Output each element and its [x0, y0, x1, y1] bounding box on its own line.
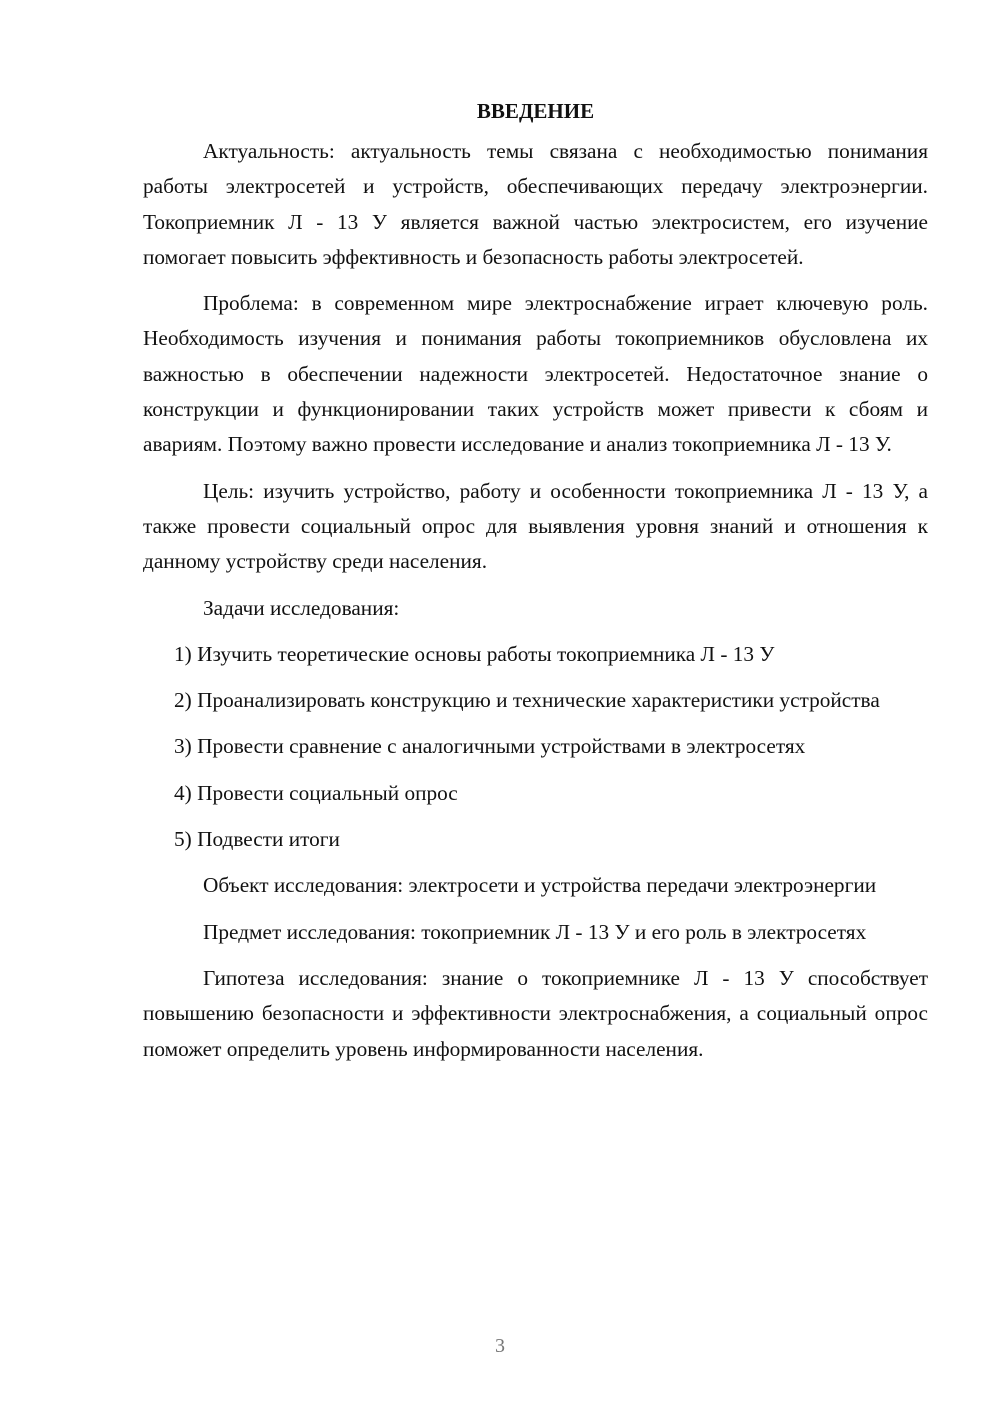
page-number: 3	[495, 1335, 505, 1357]
task-item-1: 1) Изучить теоретические основы работы токоприемника Л - 13 У	[174, 641, 775, 666]
paragraph-relevance: Актуальность: актуальность темы связана с необходимостью понимания работы электросетей и устройств, обеспечивающих передачу электроэнергии. Токоприемник Л - 13 У является важной частью электросистем, его изучение помогает повысить эффективность и безопасность работы электросетей.	[143, 139, 928, 269]
paragraph-hypothesis: Гипотеза исследования: знание о токоприемнике Л - 13 У способствует повышению безопасности и эффективности электроснабжения, а социальный опрос поможет определить уровень информированности населения.	[143, 965, 928, 1061]
page-content	[143, 96, 928, 1078]
paragraph-object: Объект исследования: электросети и устройства передачи электроэнергии	[203, 873, 877, 898]
paragraph-subject: Предмет исследования: токоприемник Л - 13 У и его роль в электросетях	[203, 919, 867, 944]
paragraph-goal: Цель: изучить устройство, работу и особенности токоприемника Л - 13 У, а также провести социальный опрос для выявления уровня знаний и отношения к данному устройству среди населения.	[143, 478, 928, 574]
paragraph-tasks-heading: Задачи исследования:	[203, 595, 400, 620]
task-item-5: 5) Подвести итоги	[174, 827, 340, 852]
task-item-3: 3) Провести сравнение с аналогичными устройствами в электросетях	[174, 734, 806, 759]
paragraph-problem: Проблема: в современном мире электроснабжение играет ключевую роль. Необходимость изучения и понимания работы токоприемников обусловлена их важностью в обеспечении надежности электросетей. Недостаточное знание о конструкции и функционировании таких устройств может привести к сбоям и авариям. Поэтому важно провести исследование и анализ токоприемника Л - 13 У.	[143, 291, 928, 457]
task-item-2: 2) Проанализировать конструкцию и технические характеристики устройства	[174, 688, 880, 713]
task-item-4: 4) Провести социальный опрос	[174, 780, 458, 805]
section-title: ВВЕДЕНИЕ	[476, 99, 595, 123]
